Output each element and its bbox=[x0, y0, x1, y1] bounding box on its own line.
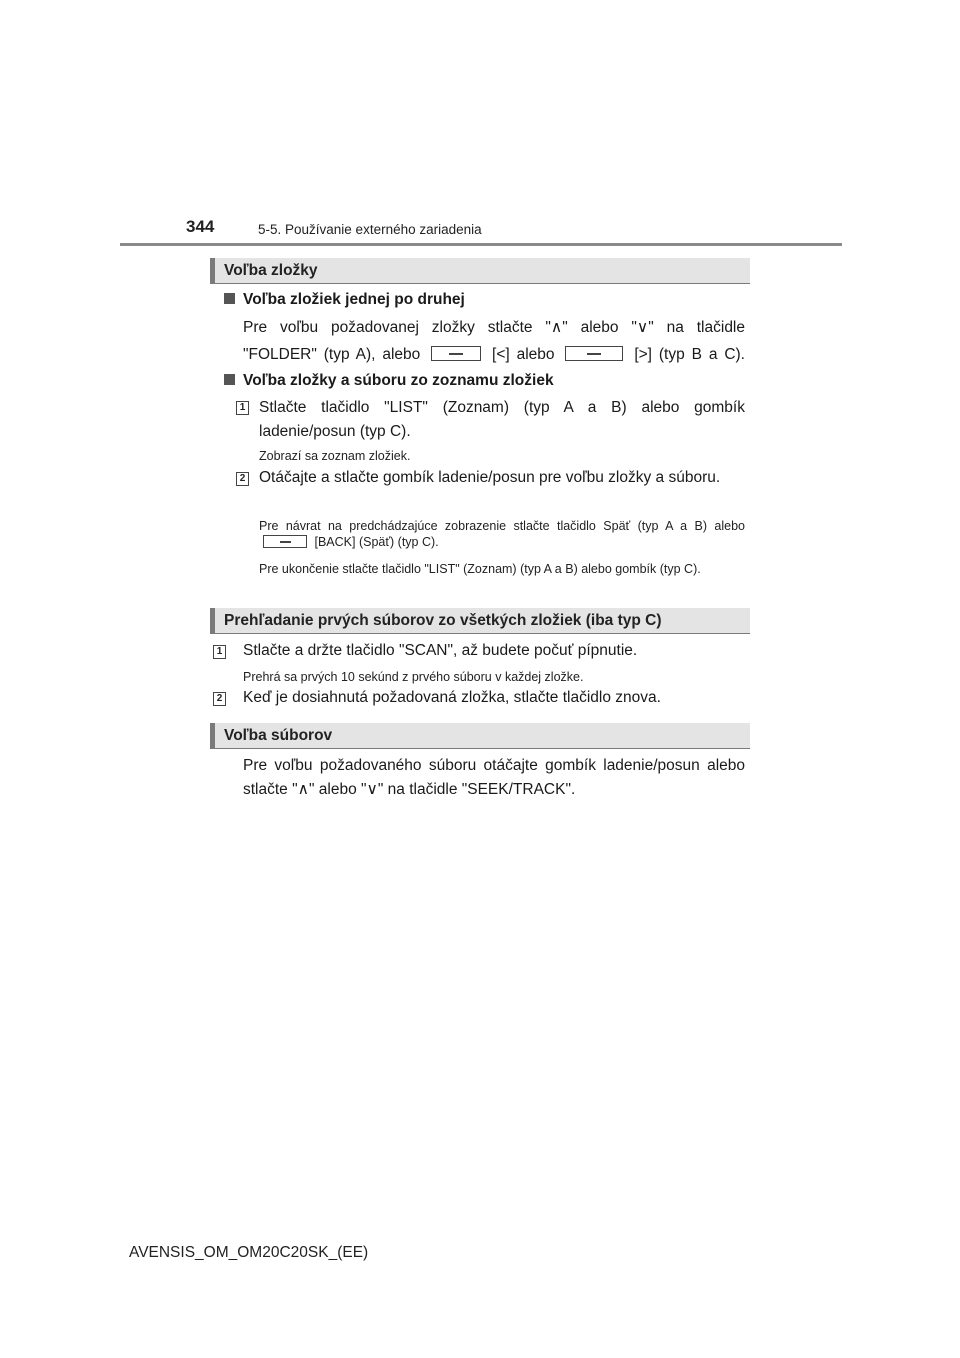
step-number-2: 2 bbox=[213, 692, 226, 706]
scan-step-1-note: Prehrá sa prvých 10 sekúnd z prvého súboru v každej zložke. bbox=[243, 670, 584, 684]
prev-button-icon bbox=[431, 346, 481, 361]
back-button-icon bbox=[263, 535, 307, 548]
subheading-from-list-text: Voľba zložky a súboru zo zoznamu zložiek bbox=[243, 372, 554, 389]
paragraph-line-2 bbox=[243, 341, 745, 368]
subheading-from-list bbox=[224, 370, 554, 392]
step-1-note: Zobrazí sa zoznam zložiek. bbox=[259, 449, 411, 463]
step-number-1: 1 bbox=[213, 645, 226, 659]
square-bullet-icon bbox=[224, 293, 235, 304]
step-2-note-back bbox=[259, 518, 745, 550]
note-back-part1: Pre návrat na predchádzajúce zobrazenie stlačte tlačidlo Späť (typ A a B) alebo bbox=[259, 519, 745, 533]
section-heading-scan: Prehľadanie prvých súborov zo všetkých zložiek (iba typ C) bbox=[210, 608, 750, 634]
step-number-1: 1 bbox=[236, 401, 249, 415]
line2-part2: [<] alebo bbox=[492, 346, 555, 363]
scan-step-2-text: Keď je dosiahnutá požadovaná zložka, stlačte tlačidlo znova. bbox=[243, 689, 661, 706]
line2-part3: [>] (typ B a C). bbox=[634, 346, 745, 363]
subheading-one-by-one bbox=[224, 289, 465, 311]
step-number-2: 2 bbox=[236, 472, 249, 486]
section-heading-folder: Voľba zložky bbox=[210, 258, 750, 284]
chapter-title: 5-5. Používanie externého zariadenia bbox=[258, 222, 482, 237]
next-button-icon bbox=[565, 346, 623, 361]
subheading-one-by-one-text: Voľba zložiek jednej po druhej bbox=[243, 291, 465, 308]
step-1-text: Stlačte tlačidlo "LIST" (Zoznam) (typ A a B) alebo gombík ladenie/posun (typ C). bbox=[259, 399, 745, 440]
step-2-text: Otáčajte a stlačte gombík ladenie/posun pre voľbu zložky a súboru. bbox=[259, 469, 721, 486]
note-back-part2: [BACK] (Späť) (typ C). bbox=[314, 535, 439, 549]
paragraph-one-by-one bbox=[243, 314, 745, 368]
line2-part1: "FOLDER" (typ A), alebo bbox=[243, 346, 421, 363]
square-bullet-icon bbox=[224, 374, 235, 385]
document-code: AVENSIS_OM_OM20C20SK_(EE) bbox=[129, 1244, 369, 1261]
header-divider bbox=[120, 243, 842, 246]
page-number: 344 bbox=[186, 217, 215, 236]
paragraph-line-1: Pre voľbu požadovanej zložky stlačte "∧" alebo "∨" na tlačidle bbox=[243, 319, 745, 336]
section-heading-file: Voľba súborov bbox=[210, 723, 750, 749]
scan-step-1-text: Stlačte a držte tlačidlo "SCAN", až budete počuť pípnutie. bbox=[243, 642, 638, 659]
step-2-note-exit: Pre ukončenie stlačte tlačidlo "LIST" (Zoznam) (typ A a B) alebo gombík (typ C). bbox=[259, 562, 701, 576]
file-selection-text: Pre voľbu požadovaného súboru otáčajte gombík ladenie/posun alebo stlačte "∧" alebo "∨" na tlačidle "SEEK/TRACK". bbox=[243, 757, 745, 798]
